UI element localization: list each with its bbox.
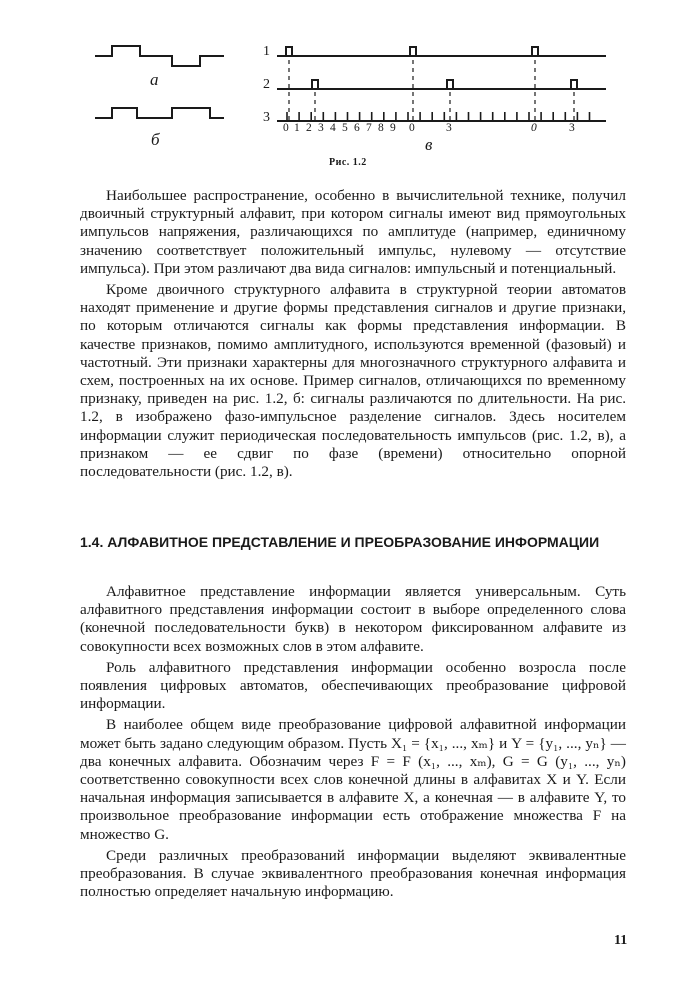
row-number-2: 2 [263,77,270,92]
label-v: в [425,135,433,154]
axis-digit: 8 [378,122,384,134]
axis-digit: 6 [354,122,360,134]
paragraph: В наиболее общем виде преобразование цифровой алфавитной информации может быть задано следующим образом. Пусть X₁ = {x₁, ..., xₘ} и Y = {y₁, ..., yₙ} — два конечных алфавита. Обозначим через F = F (x₁, ..., xₘ), G = G (y₁, ..., yₙ) соответственно совокупности всех слов конечной длины в алфавитах X и Y. Если начальная информация записывается в алфавите X, а конечная — в алфавите Y, то произвольное преобразование информации есть отображение множества F на множество G. [80,716,626,843]
axis-mark: 3 [446,122,452,134]
figure-caption: Рис. 1.2 [329,157,367,168]
page-number: 11 [614,933,628,948]
label-b: б [151,130,160,149]
body-text-bottom [80,583,626,904]
axis-digit: 0 [409,122,415,134]
signal-b [95,108,224,118]
axis-digit: 0 [283,122,289,134]
axis-mark: 3 [569,122,575,134]
clock-ticks [287,112,590,121]
axis-digit: 1 [294,122,300,134]
signal-a [95,46,224,66]
figure-1-2 [0,0,689,175]
label-a: а [150,70,159,89]
signal-diagram [0,0,689,175]
axis-digit: 5 [342,122,348,134]
row-number-3: 3 [263,110,270,125]
row-number-1: 1 [263,44,270,59]
axis-digit: 2 [306,122,312,134]
paragraph: Среди различных преобразований информации выделяют эквивалентные преобразования. В случае эквивалентного преобразования конечная информация полностью определяет начальную информацию. [80,846,626,901]
section-heading: 1.4. АЛФАВИТНОЕ ПРЕДСТАВЛЕНИЕ И ПРЕОБРАЗОВАНИЕ ИНФОРМАЦИИ [80,534,600,550]
body-text-top [80,187,626,484]
axis-digit: 7 [366,122,372,134]
paragraph: Кроме двоичного структурного алфавита в структурной теории автоматов находят применение и другие формы представления сигналов и другие признаки, по которым отличаются сигналы как формы представления информации. В качестве признаков, помимо амплитудного, используются временной (фазовый) и частотный. Эти признаки характерны для многозначного структурного алфавита и схем, построенных на их основе. Пример сигналов, отличающихся по временному признаку, приведен на рис. 1.2, б: сигналы различаются по длительности. На рис. 1.2, в изображено фазо-импульсное разделение сигналов. Здесь носителем информации служит периодическая последовательность импульсов (рис. 1.2, в), а признаком — ее сдвиг по фазе (времени) относительно опорной последовательности (рис. 1.2, в). [80,281,626,481]
axis-digit: 3 [318,122,324,134]
paragraph: Наибольшее распространение, особенно в вычислительной технике, получил двоичный структурный алфавит, при котором сигналы имеют вид прямоугольных импульсов напряжения, различающихся по амплитуде (например, единичному значению соответствует положительный импульс, нулевому — отсутствие импульса). При этом различают два вида сигналов: импульсный и потенциальный. [80,187,626,277]
axis-digit: 4 [330,122,336,134]
axis-digit: 9 [390,122,396,134]
paragraph: Роль алфавитного представления информации особенно возросла после появления цифровых автоматов, обеспечивающих преобразование цифровой информации. [80,658,626,713]
paragraph: Алфавитное представление информации является универсальным. Суть алфавитного представления информации состоит в выборе определенного слова (конечной последовательности букв) в некотором фиксированном алфавите из совокупности всех возможных слов в этом алфавите. [80,583,626,655]
axis-mark: 0 [531,122,537,134]
